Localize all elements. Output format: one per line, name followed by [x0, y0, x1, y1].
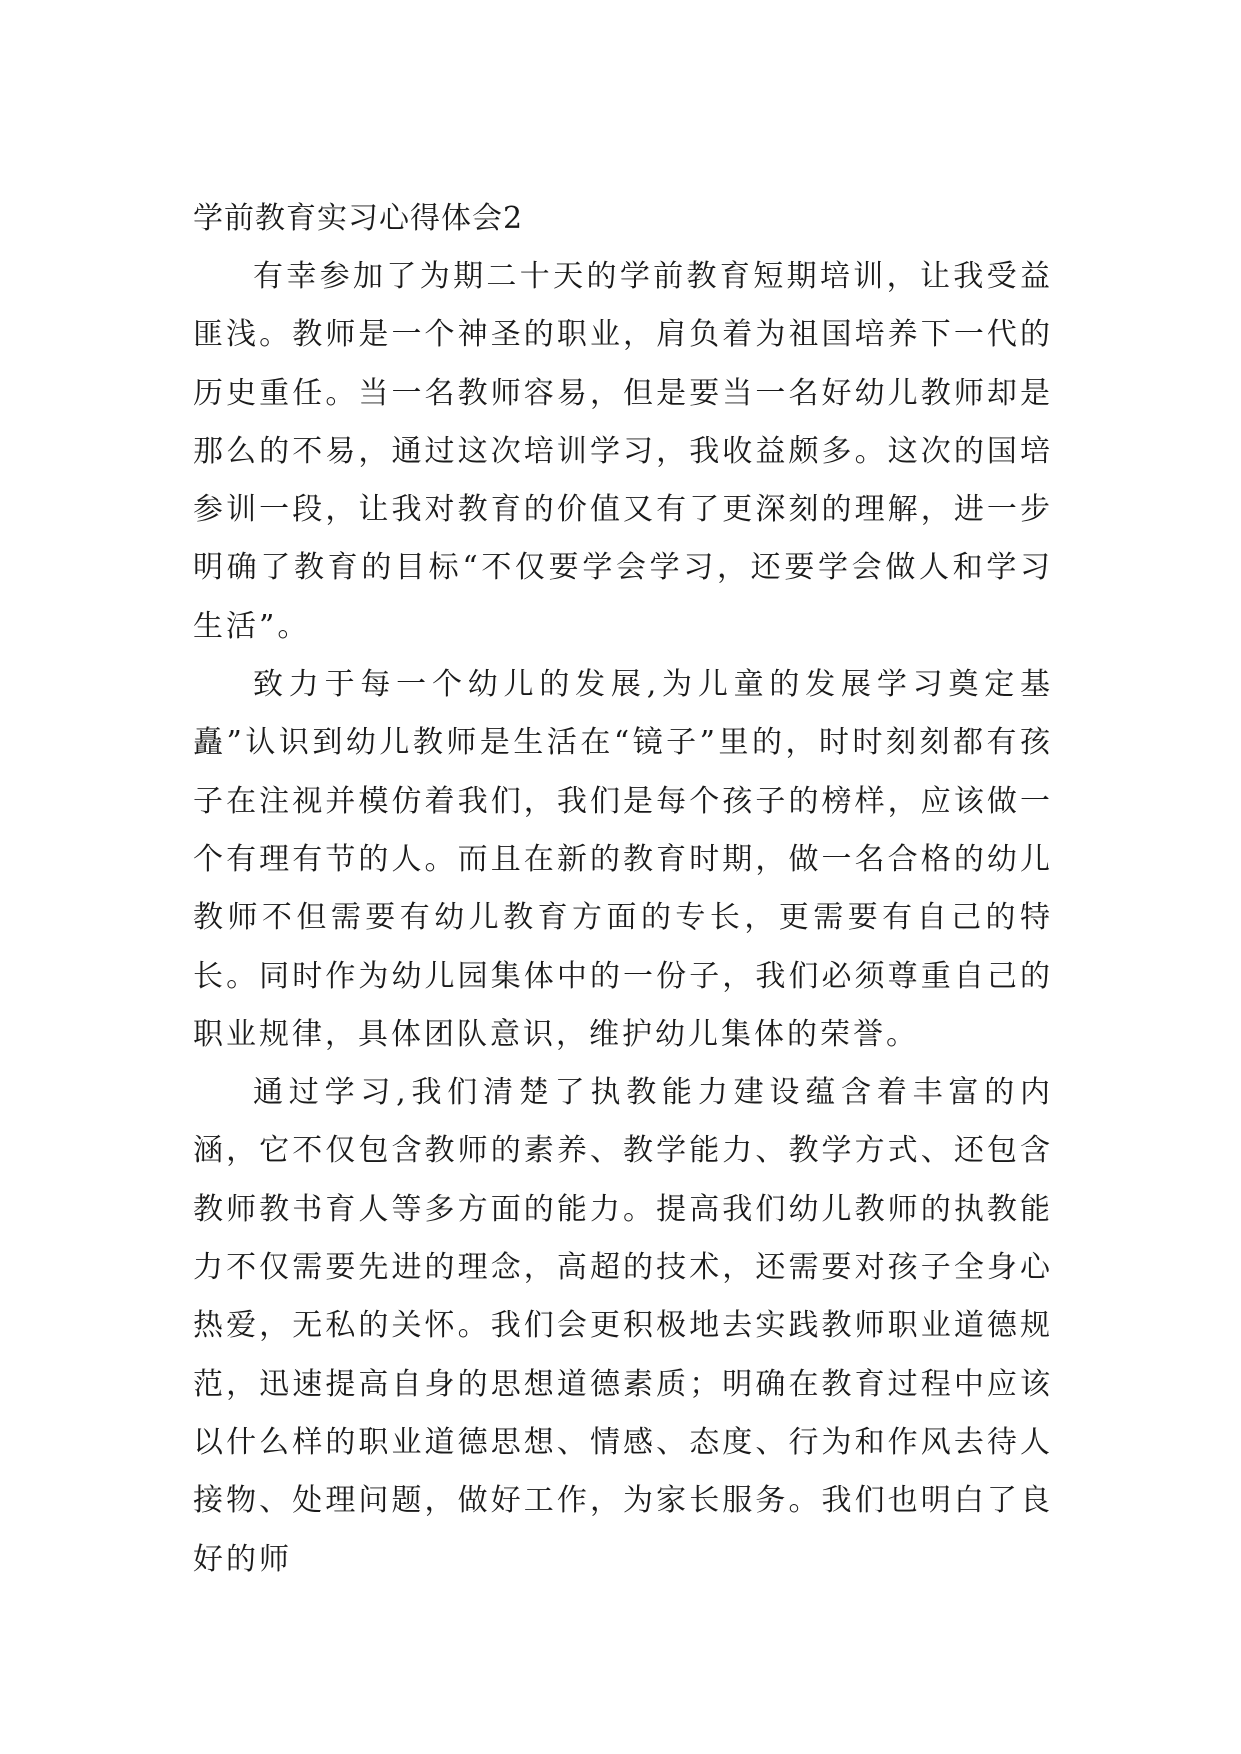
document-title: 学前教育实习心得体会2 [193, 201, 524, 236]
document-body [193, 190, 1053, 1589]
paragraph-3: 通过学习,我们清楚了执教能力建设蕴含着丰富的内涵，它不仅包含教师的素养、教学能力、教学方式、还包含教师教书育人等多方面的能力。提高我们幼儿教师的执教能力不仅需要先进的理念，高超的技术，还需要对孩子全身心热爱，无私的关怀。我们会更积极地去实践教师职业道德规范，迅速提高自身的思想道德素质；明确在教育过程中应该以什么样的职业道德思想、情感、态度、行为和作风去待人接物、处理问题，做好工作，为家长服务。我们也明白了良好的师 [193, 1075, 1053, 1577]
paragraph-2: 致力于每一个幼儿的发展,为儿童的发展学习奠定基矗”认识到幼儿教师是生活在“镜子”里的，时时刻刻都有孩子在注视并模仿着我们，我们是每个孩子的榜样，应该做一个有理有节的人。而且在新的教育时期，做一名合格的幼儿教师不但需要有幼儿教育方面的专长，更需要有自己的特长。同时作为幼儿园集体中的一份子，我们必须尊重自己的职业规律，具体团队意识，维护幼儿集体的荣誉。 [193, 667, 1053, 1052]
paragraph-1: 有幸参加了为期二十天的学前教育短期培训，让我受益匪浅。教师是一个神圣的职业，肩负着为祖国培养下一代的历史重任。当一名教师容易，但是要当一名好幼儿教师却是那么的不易，通过这次培训学习，我收益颇多。这次的国培参训一段，让我对教育的价值又有了更深刻的理解，进一步明确了教育的目标“不仅要学会学习，还要学会做人和学习生活”。 [193, 259, 1053, 644]
